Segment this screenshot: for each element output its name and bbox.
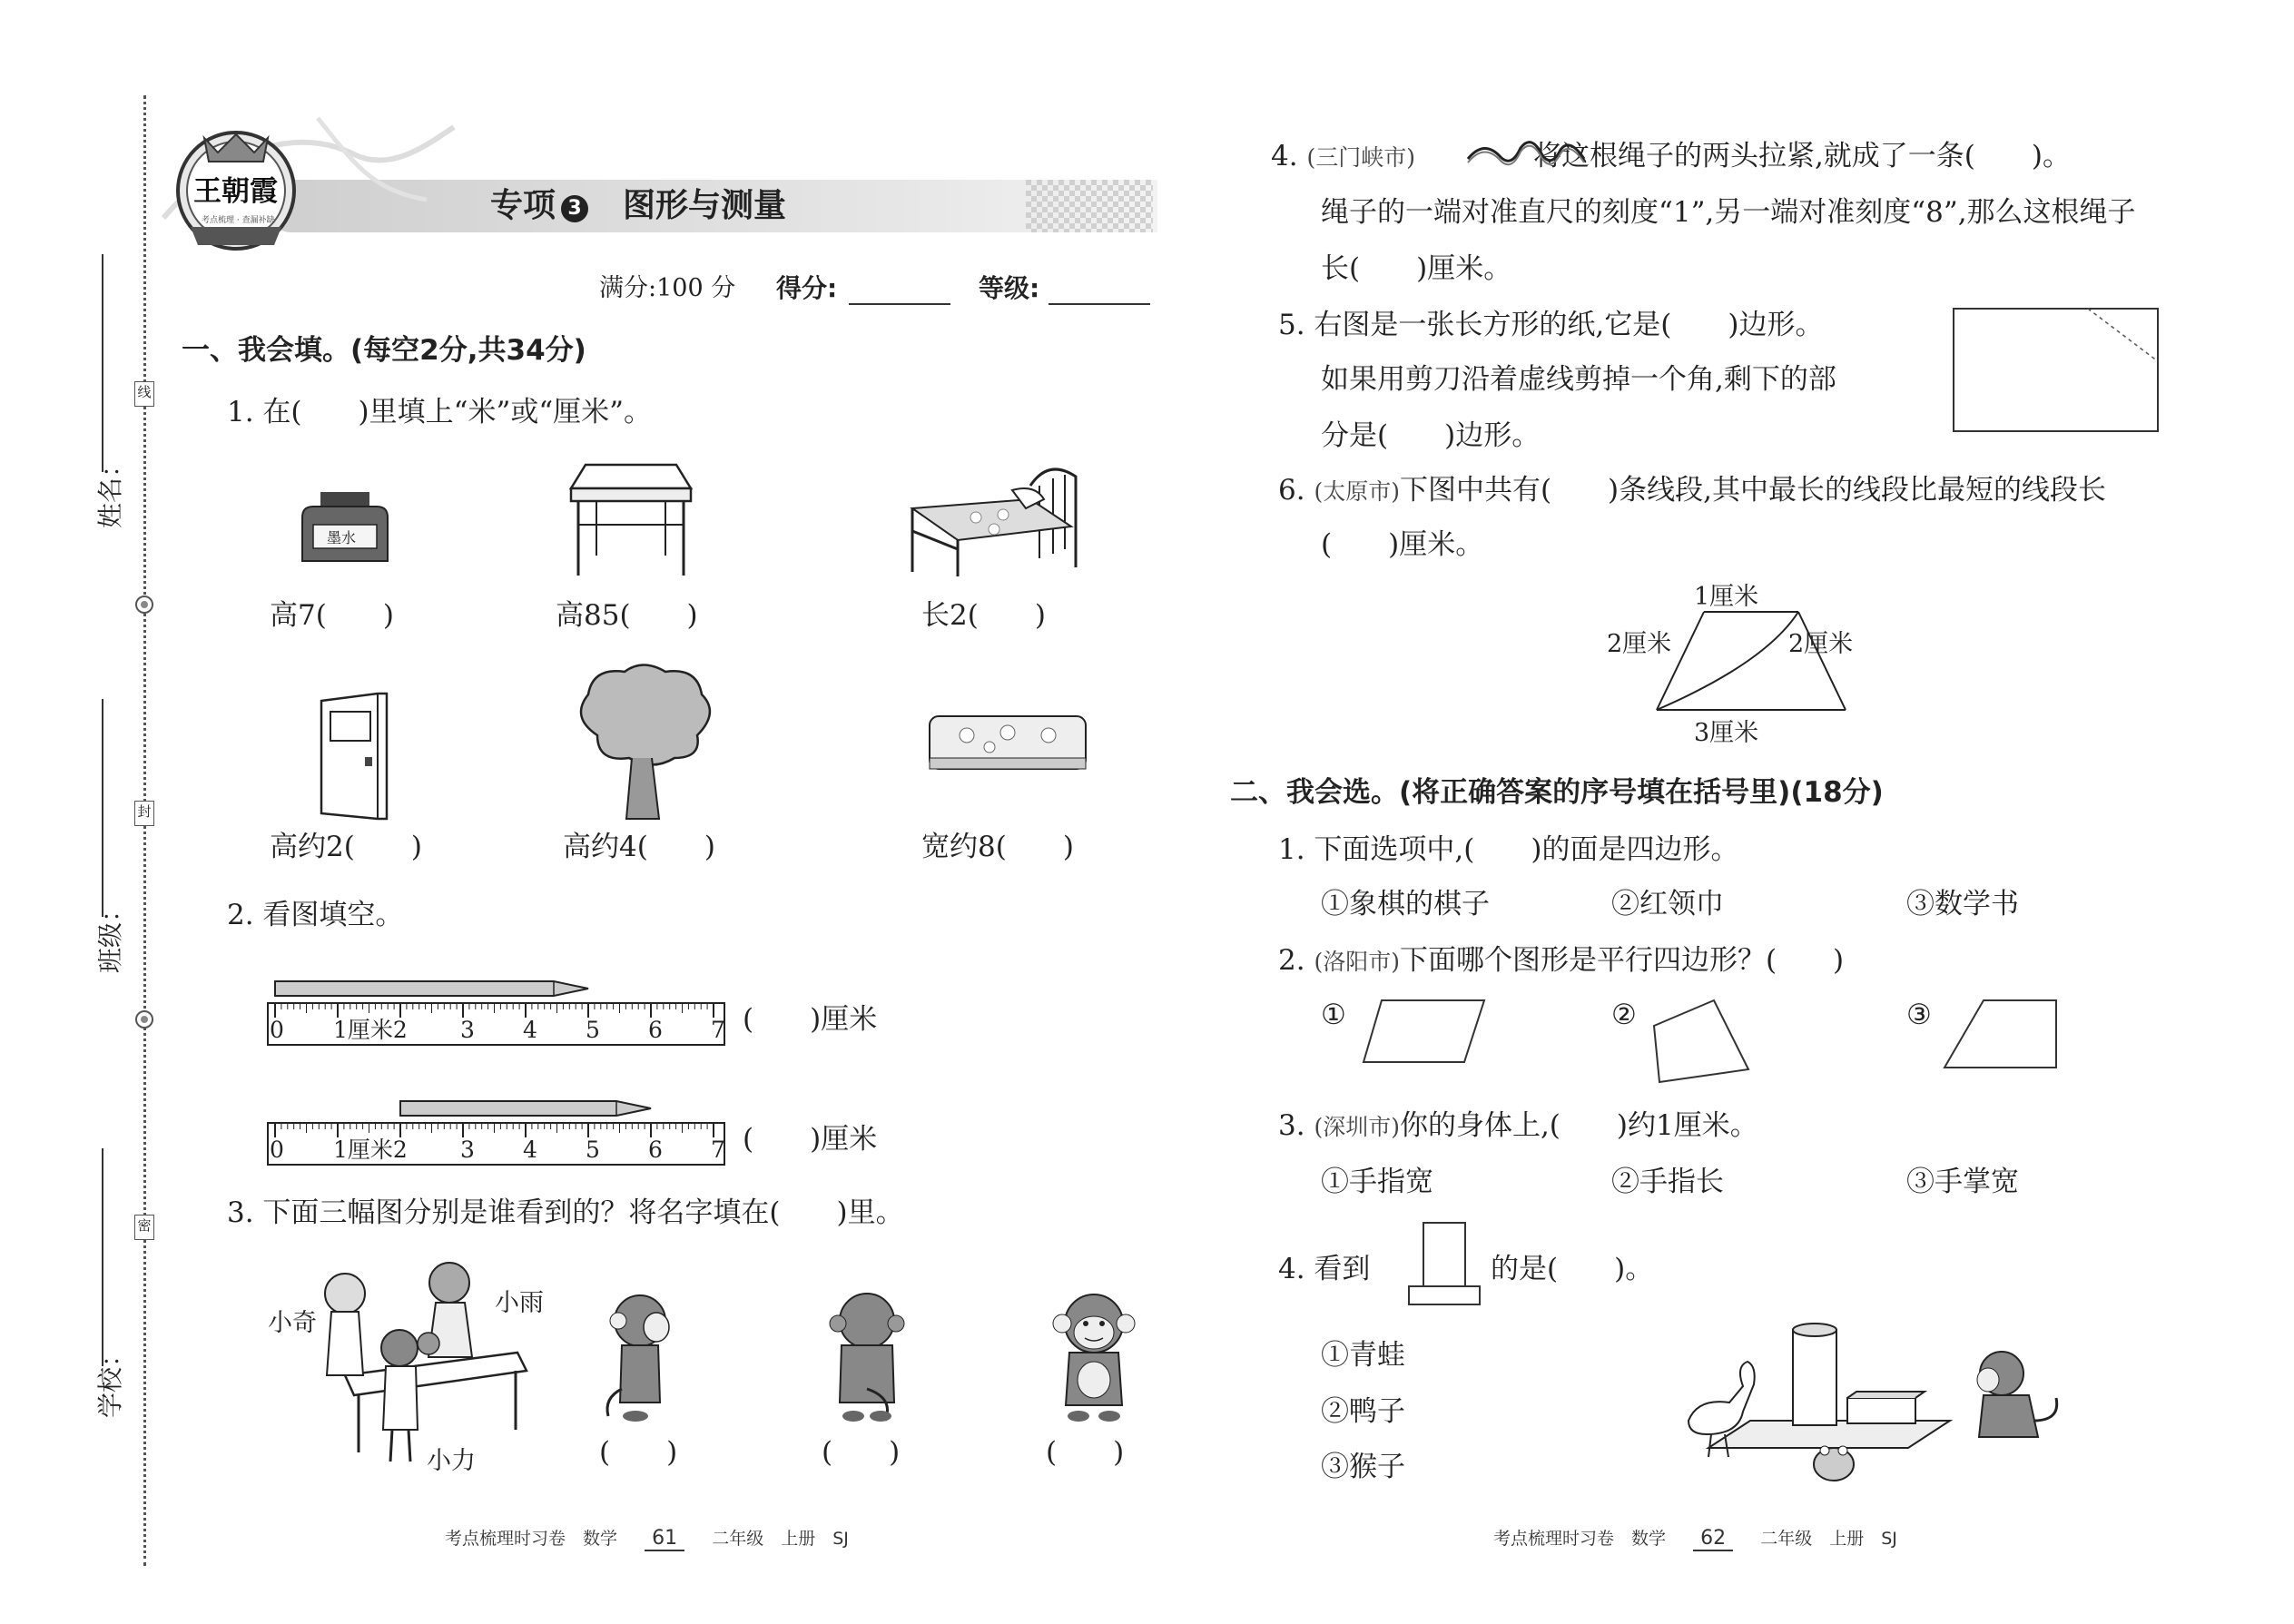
- monkey-back-view-icon: [822, 1289, 912, 1425]
- s2-q3-opt-3: ③手掌宽: [1906, 1166, 2019, 1198]
- grade-label: 等级:: [979, 273, 1040, 303]
- q3-blank-1: ( ): [599, 1436, 678, 1469]
- s2-q2-stem: 2. (洛阳市)下面哪个图形是平行四边形？( ): [1278, 944, 1845, 977]
- q2-answer-2: ( )厘米: [743, 1123, 878, 1156]
- brand-logo-subtitle: 考点梳理 · 查漏补缺: [202, 216, 275, 225]
- page-number-62: 62: [1693, 1527, 1733, 1551]
- section1-heading: 一、我会填。(每空2分,共34分): [182, 334, 586, 367]
- school-label: 学校：: [95, 1341, 126, 1419]
- q1-item-3: 长2( ): [921, 599, 1046, 632]
- rope-icon: [1466, 132, 1589, 172]
- footer-right: [1493, 1525, 1897, 1551]
- s2-q2-opt-2: ②: [1611, 999, 1637, 1031]
- ruler1-tick-1: 1厘米2: [333, 1017, 408, 1043]
- q1-item-1: 高7( ): [270, 599, 394, 632]
- monkey-front-view-icon: [1044, 1289, 1144, 1425]
- q3-blank-2: ( ): [822, 1436, 901, 1469]
- seg-label-top: 1厘米: [1694, 583, 1759, 611]
- q1-stem: 1. 在( )里填上“米”或“厘米”。: [227, 396, 653, 428]
- ruler2-tick-6: 7: [711, 1137, 725, 1163]
- r-q4-line2: 绳子的一端对准直尺的刻度“1”,另一端对准刻度“8”,那么这根绳子: [1321, 196, 2136, 229]
- r-q6-city: (太原市): [1314, 478, 1400, 505]
- r-q4-line1: 4. (三门峡市) 将这根绳子的两头拉紧,就成了一条( )。: [1271, 140, 2071, 172]
- ruler2-tick-5: 6: [648, 1137, 663, 1163]
- r-q5-line2: 如果用剪刀沿着虚线剪掉一个角,剩下的部: [1321, 363, 1836, 396]
- school-line[interactable]: [102, 1148, 103, 1366]
- class-line[interactable]: [102, 699, 103, 917]
- child-name-xiaoyu: 小雨: [495, 1289, 544, 1317]
- grade-blank[interactable]: [1049, 303, 1150, 305]
- ruler2-tick-2: 3: [460, 1137, 475, 1163]
- bed-icon: [903, 458, 1085, 581]
- s2-q2-city: (洛阳市): [1314, 949, 1400, 975]
- s2-q4-stem-a: 4. 看到: [1278, 1253, 1371, 1285]
- brand-logo-name: 王朝霞: [193, 175, 278, 208]
- q1-item-4: 高约2( ): [270, 831, 422, 863]
- s2-q1-opt-1: ①象棋的棋子: [1321, 888, 1490, 920]
- s2-q3-stem-text: 你的身体上,( )约1厘米。: [1399, 1109, 1758, 1142]
- trapezoid-segments-figure: [1648, 608, 1856, 717]
- s2-q1-stem: 1. 下面选项中,( )的面是四边形。: [1278, 833, 1739, 866]
- seg-label-right: 2厘米: [1788, 630, 1854, 658]
- r-q4-city: (三门峡市): [1306, 144, 1415, 171]
- r-q4-line3: 长( )厘米。: [1321, 252, 1512, 285]
- ruler1-tick-4: 5: [586, 1017, 600, 1043]
- title-prefix: 专项: [490, 187, 556, 224]
- footer-left-tail: 二年级 上册 SJ: [712, 1529, 849, 1549]
- pencil-icon: [275, 981, 588, 996]
- q2-answer-1: ( )厘米: [743, 1003, 878, 1036]
- title-text: 图形与测量: [623, 187, 787, 224]
- ink-bottle-label: 墨水: [327, 529, 357, 546]
- score-label: 得分:: [776, 273, 838, 303]
- seg-label-bottom: 3厘米: [1694, 719, 1759, 747]
- r-q5-line3: 分是( )边形。: [1321, 419, 1541, 452]
- rectangle-paper-figure: [1952, 307, 2161, 434]
- ruler1-tick-3: 4: [523, 1017, 537, 1043]
- view-shape-icon: [1407, 1221, 1482, 1307]
- binding-margin: [143, 95, 146, 1566]
- ruler1-tick-5: 6: [648, 1017, 663, 1043]
- r-q6-line1-text: 下图中共有( )条线段,其中最长的线段比最短的线段长: [1399, 474, 2106, 507]
- q1-item-2: 高85( ): [556, 599, 698, 632]
- s2-q3-opt-1: ①手指宽: [1321, 1166, 1433, 1198]
- q3-blank-3: ( ): [1046, 1436, 1125, 1469]
- score-blank[interactable]: [849, 303, 950, 305]
- name-line[interactable]: [102, 254, 103, 472]
- s2-q4-stem-b: 的是( )。: [1491, 1253, 1654, 1285]
- ruler2-tick-4: 5: [586, 1137, 600, 1163]
- footer-left-text: 考点梳理时习卷 数学: [445, 1529, 618, 1549]
- animals-viewing-scene: [1679, 1321, 2070, 1484]
- ruler1-tick-2: 3: [460, 1017, 475, 1043]
- page-number-61: 61: [645, 1527, 684, 1551]
- parallelogram-shape-1: [1362, 999, 1489, 1064]
- ruler-figure-1: [268, 967, 731, 1048]
- ruler2-tick-0: 0: [270, 1137, 284, 1163]
- ruler1-tick-6: 7: [711, 1017, 725, 1043]
- r-q5-line1: 5. 右图是一张长方形的纸,它是( )边形。: [1278, 309, 1824, 341]
- seal-char-seal: 封: [134, 801, 154, 826]
- child-name-xiaoqi: 小奇: [268, 1309, 317, 1337]
- s2-q4-opt-3: ③猴子: [1321, 1451, 1405, 1483]
- s2-q1-opt-2: ②红领巾: [1611, 888, 1724, 920]
- s2-q3-city: (深圳市): [1314, 1114, 1400, 1140]
- s2-q2-opt-3: ③: [1906, 999, 1932, 1031]
- s2-q4-opt-2: ②鸭子: [1321, 1395, 1405, 1428]
- name-label: 姓名：: [95, 451, 126, 529]
- footer-right-text: 考点梳理时习卷 数学: [1493, 1529, 1667, 1549]
- q1-item-5: 高约4( ): [563, 831, 715, 863]
- quadrilateral-shape-2: [1652, 999, 1752, 1086]
- s2-q3-stem: 3. (深圳市)你的身体上,( )约1厘米。: [1278, 1109, 1758, 1142]
- class-label: 班级：: [95, 896, 126, 974]
- r-q6-line2: ( )厘米。: [1321, 528, 1484, 561]
- seal-char-line: 线: [134, 381, 154, 407]
- tree-icon: [570, 663, 715, 822]
- q3-stem: 3. 下面三幅图分别是谁看到的？将名字填在( )里。: [227, 1196, 904, 1229]
- margin-ornament-icon: [134, 1009, 154, 1029]
- ruler2-tick-1: 1厘米2: [333, 1137, 408, 1163]
- s2-q3-opt-2: ②手指长: [1611, 1166, 1724, 1198]
- checker-pattern-icon: [1026, 180, 1153, 232]
- monkey-side-view-icon: [595, 1289, 676, 1425]
- section2-heading: 二、我会选。(将正确答案的序号填在括号里)(18分): [1230, 776, 1884, 809]
- trapezoid-shape-3: [1943, 999, 2061, 1071]
- desk-icon: [567, 461, 694, 579]
- s2-q4-opt-1: ①青蛙: [1321, 1339, 1405, 1372]
- s2-q2-stem-text: 下面哪个图形是平行四边形？( ): [1399, 944, 1845, 977]
- door-icon: [318, 692, 390, 821]
- q1-item-6: 宽约8( ): [921, 831, 1074, 863]
- seal-char-closed: 密: [134, 1215, 154, 1240]
- child-name-xiaoli: 小力: [427, 1447, 476, 1475]
- r-q4-line1-text: 将这根绳子的两头拉紧,就成了一条( )。: [1532, 140, 2071, 172]
- seg-label-left: 2厘米: [1607, 630, 1672, 658]
- q2-stem: 2. 看图填空。: [227, 899, 404, 931]
- footer-left: [445, 1525, 849, 1551]
- margin-ornament-icon: [134, 595, 154, 615]
- r-q6-line1: 6. (太原市)下图中共有( )条线段,其中最长的线段比最短的线段长: [1278, 474, 2106, 507]
- s2-q2-opt-1: ①: [1321, 999, 1346, 1031]
- page-title: [490, 186, 786, 226]
- title-number-badge: 3: [561, 195, 588, 222]
- ruler2-tick-3: 4: [523, 1137, 537, 1163]
- ruler-figure-2: [268, 1087, 731, 1168]
- pencil-icon: [400, 1101, 651, 1116]
- ruler1-tick-0: 0: [270, 1017, 284, 1043]
- footer-right-tail: 二年级 上册 SJ: [1760, 1529, 1897, 1549]
- pencil-case-icon: [926, 713, 1089, 776]
- full-score: 满分:100 分: [599, 274, 736, 302]
- s2-q1-opt-3: ③数学书: [1906, 888, 2019, 920]
